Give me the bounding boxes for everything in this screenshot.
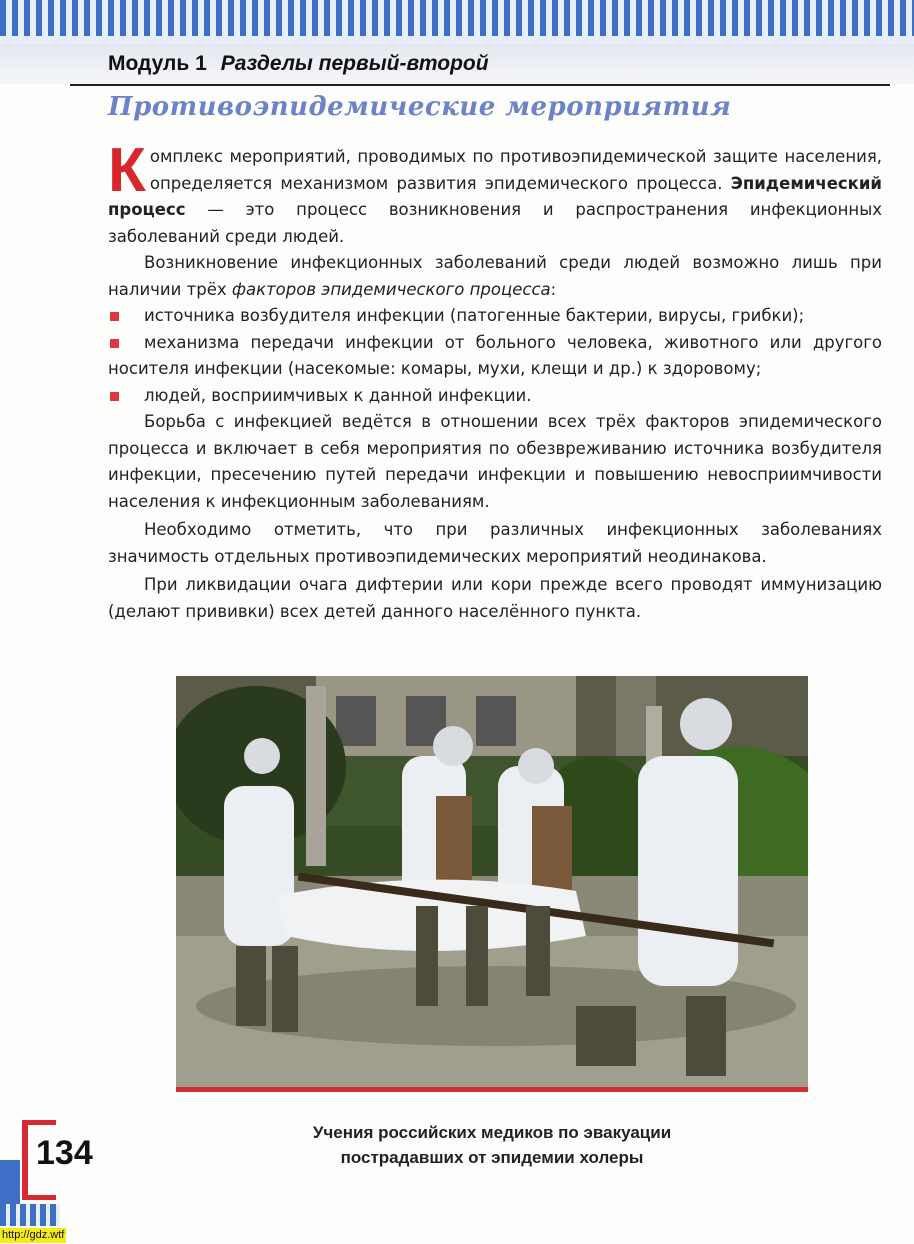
running-header [108,52,489,76]
photo-caption [176,1120,808,1170]
paragraph-intro [108,136,882,250]
body-text [108,136,882,625]
list-item [108,303,882,330]
term-definition: — это процесс возникновения и распространения инфекционных заболеваний среди людей. [108,200,882,246]
factors-colon: : [550,279,557,299]
factors-term: факторов эпидемического процесса [231,279,551,299]
bullet-text: источника возбудителя инфекции (патогенные бактерии, вирусы, грибки); [144,306,805,325]
paragraph-factors [108,250,882,303]
intro-text: омплекс мероприятий, проводимых по противоэпидемической защите населения, определяется механизмом развития эпидемического процесса. [149,147,882,193]
top-stripe-decoration [0,0,914,44]
caption-line-2: пострадавших от эпидемии холеры [340,1148,644,1167]
module-label: Модуль 1 [108,52,207,75]
drop-cap: К [108,136,146,205]
paragraph-struggle: Борьба с инфекцией ведётся в отношении всех трёх факторов эпидемического процесса и включает в себя мероприятия по обезвреживанию источника возбудителя инфекции, пресечению путей передачи инфекции и повышению невосприимчивости населения к инфекционным заболеваниям. [108,412,882,511]
paragraph-immunization: При ликвидации очага дифтерии или кори прежде всего проводят иммунизацию (делают прививки) всех детей данного населённого пункта. [108,575,882,621]
list-item [108,383,882,410]
header-divider [70,84,890,86]
bottom-stripe-decoration [0,1204,60,1226]
list-item [108,330,882,383]
left-edge-band [0,1160,20,1204]
evacuation-drill-photo [176,676,808,1092]
section-title: Противоэпидемические мероприятия [108,92,732,122]
paragraph-significance: Необходимо отметить, что при различных инфекционных заболеваниях значимость отдельных противоэпидемических мероприятий неодинакова. [108,520,882,566]
watermark-link[interactable]: http://gdz.wtf [2,1229,65,1241]
term-epidemic-process: Эпидемический процесс [108,173,882,219]
bullet-square-icon [110,312,119,321]
bullet-text: людей, восприимчивых к данной инфекции. [144,385,532,405]
factors-lead: Возникновение инфекционных заболеваний среди людей возможно лишь при наличии трёх [108,253,882,299]
sections-label: Разделы первый-второй [220,52,489,75]
bullet-square-icon [110,339,119,348]
page-number: 134 [36,1134,93,1172]
bullet-square-icon [110,392,119,401]
bullet-text: механизма передачи инфекции от больного человека, животного или другого носителя инфекции (насекомые: комары, мухи, клещи и др.) к здоровому; [108,332,882,378]
caption-line-1: Учения российских медиков по эвакуации [312,1123,672,1142]
